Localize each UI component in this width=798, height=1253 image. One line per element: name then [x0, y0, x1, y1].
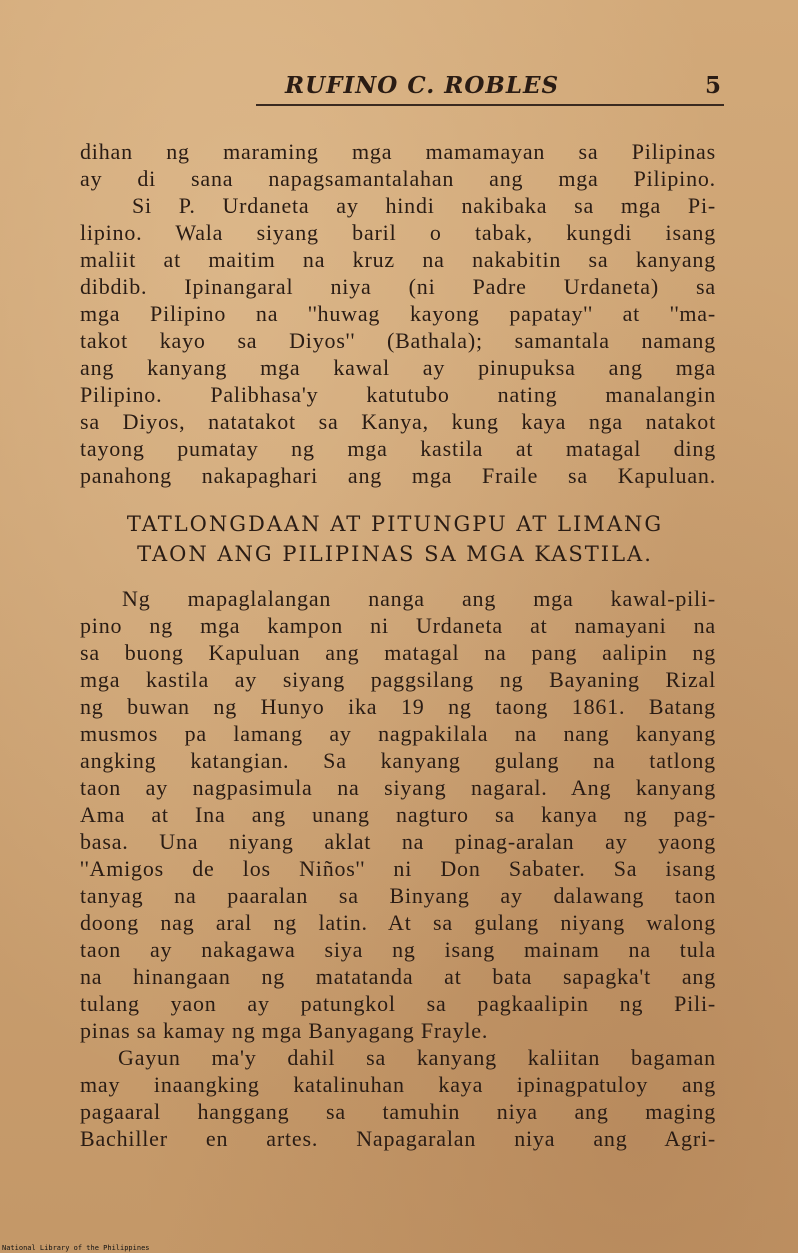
section-heading-line2: TAON ANG PILIPINAS SA MGA KASTILA. — [137, 542, 653, 566]
text-line: sa buong Kapuluan ang matagal na pang aalipin ng — [80, 640, 716, 665]
text-line: Ng mapaglalangan nanga ang mga kawal-pili- — [122, 586, 716, 611]
header-rule — [256, 104, 724, 106]
text-line: pinas sa kamay ng mga Banyagang Frayle. — [80, 1018, 489, 1043]
text-line: pino ng mga kampon ni Urdaneta at namayani na — [80, 613, 716, 638]
page-number: 5 — [704, 72, 721, 99]
text-line: ang kanyang mga kawal ay pinupuksa ang mga — [80, 355, 716, 380]
text-line: ay di sana napagsamantalahan ang mga Pilipino. — [80, 166, 716, 191]
text-line: tayong pumatay ng mga kastila at matagal ding — [80, 436, 716, 461]
text-line: Si P. Urdaneta ay hindi nakibaka sa mga Pi- — [132, 193, 716, 218]
text-line: takot kayo sa Diyos'' (Bathala); samantala namang — [80, 328, 716, 353]
text-line: mga Pilipino na ''huwag kayong papatay'' at ''ma- — [80, 301, 716, 326]
text-line: musmos pa lamang ay nagpakilala na nang kanyang — [80, 721, 716, 746]
text-line: basa. Una niyang aklat na pinag-aralan ay yaong — [80, 829, 716, 854]
text-line: Gayun ma'y dahil sa kanyang kaliitan bagaman — [118, 1045, 716, 1070]
text-line: panahong nakapaghari ang mga Fraile sa Kapuluan. — [80, 463, 716, 488]
text-line: taon ay nagpasimula na siyang nagaral. Ang kanyang — [80, 775, 716, 800]
text-line: Bachiller en artes. Napagaralan niya ang Agri- — [80, 1126, 716, 1151]
text-line: ''Amigos de los Niños'' ni Don Sabater. Sa isang — [80, 856, 716, 881]
text-line: lipino. Wala siyang baril o tabak, kungdi isang — [80, 220, 716, 245]
text-line: dihan ng maraming mga mamamayan sa Pilipinas — [80, 139, 716, 164]
section-heading-line1: TATLONGDAAN AT PITUNGPU AT LIMANG — [126, 512, 664, 536]
text-line: na hinangaan ng matatanda at bata sapagka't ang — [80, 964, 716, 989]
text-line: ng buwan ng Hunyo ika 19 ng taong 1861. Batang — [80, 694, 716, 719]
text-line: pagaaral hanggang sa tamuhin niya ang maging — [80, 1099, 716, 1124]
text-line: Ama at Ina ang unang nagturo sa kanya ng pag- — [80, 802, 716, 827]
text-line: doong nag aral ng latin. At sa gulang niyang walong — [80, 910, 716, 935]
text-line: Pilipino. Palibhasa'y katutubo nating manalangin — [80, 382, 716, 407]
text-line: angking katangian. Sa kanyang gulang na tatlong — [80, 748, 716, 773]
text-line: dibdib. Ipinangaral niya (ni Padre Urdaneta) sa — [80, 274, 716, 299]
text-line: taon ay nakagawa siya ng isang mainam na tula — [80, 937, 716, 962]
text-line: tanyag na paaralan sa Binyang ay dalawang taon — [80, 883, 716, 908]
running-head: RUFINO C. ROBLES — [285, 72, 560, 99]
library-credit: National Library of the Philippines — [2, 1244, 150, 1252]
text-line: maliit at maitim na kruz na nakabitin sa kanyang — [80, 247, 716, 272]
text-line: may inaangking katalinuhan kaya ipinagpatuloy ang — [80, 1072, 716, 1097]
page-header — [255, 72, 725, 102]
text-line: mga kastila ay siyang paggsilang ng Bayaning Rizal — [80, 667, 716, 692]
text-line: tulang yaon ay patungkol sa pagkaalipin ng Pili- — [80, 991, 716, 1016]
text-line: sa Diyos, natatakot sa Kanya, kung kaya nga natakot — [80, 409, 716, 434]
